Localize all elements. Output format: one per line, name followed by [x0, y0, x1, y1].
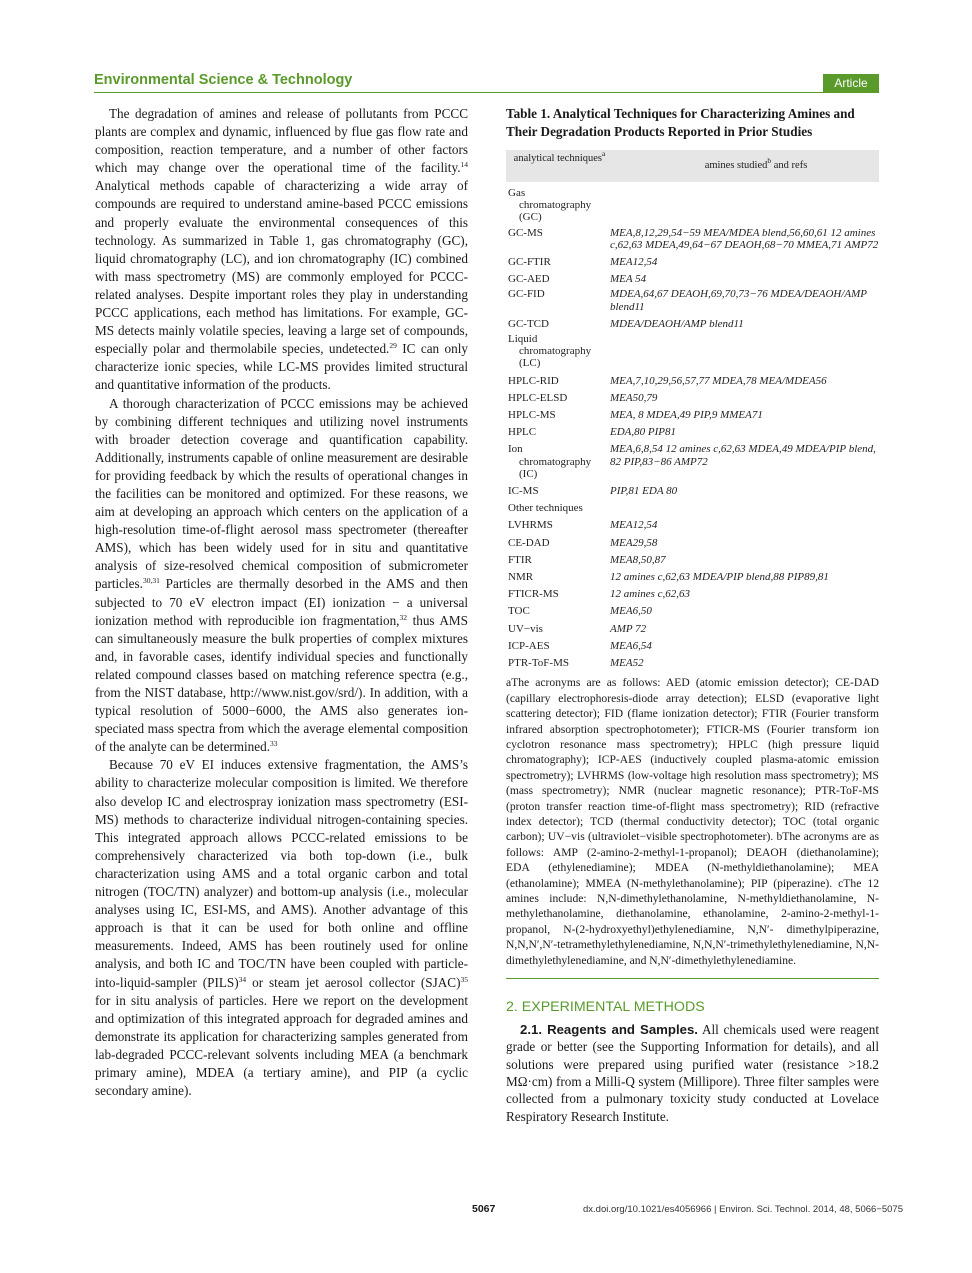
table-row: [506, 657, 879, 669]
table-row: [506, 318, 879, 330]
table-row: [506, 227, 879, 251]
page-number: 5067: [472, 1203, 496, 1215]
technique-cell: IC-MS: [508, 485, 539, 498]
table-row: [506, 409, 879, 421]
table-row: [506, 187, 879, 224]
table-header: [506, 150, 879, 182]
technique-cell: LVHRMS: [508, 519, 553, 532]
paragraph-1: The degradation of amines and release of pollutants from PCCC plants are complex and dynamic, influenced by flue gas flow rate and composition, reaction temperature, and a number of other factors which may change over the operational time of the facility.$^{14}$ Analytical methods capable of characterizing a wide array of compounds are required to understand amine-based PCCC emissions and properly evaluate the environmental consequences of this technology. As summarized in Table 1, gas chromatography (GC), liquid chromatography (LC), and ion chromatography (IC) combined with mass spectrometry (MS) are commonly employed for PCCC-related analyses. Despite important roles they play in understanding PCCC applications, each method has limitations. For example, GC-MS detects mainly volatile species, leaving a large set of compounds, especially polar and thermolabile species, undetected.$^{29}$ IC can only characterize ionic species, while LC-MS provides limited structural and quantitative information of the products.: [95, 106, 468, 393]
technique-cell: HPLC-MS: [508, 409, 556, 422]
technique-cell: CE-DAD: [508, 536, 550, 549]
amines-cell: [610, 333, 879, 370]
amines-cell: AMP 72: [610, 622, 647, 635]
table-row: [506, 392, 879, 404]
amines-cell: [610, 187, 879, 224]
amines-cell: MEA29,58: [610, 536, 658, 549]
table-row: [506, 273, 879, 285]
table-row: [506, 571, 879, 583]
table-row: [506, 375, 879, 387]
subsection-paragraph: 2.1. Reagents and Samples. All chemicals used were reagent grade or better (see the Supporting Information for details), and all solutions were prepared using purified water (resistance >18.2 MΩ·cm) from a Milli-Q system (Millipore). Three filter samples were collected from a pulmonary toxicity study conducted at Lovelace Respiratory Research Institute.: [506, 1022, 879, 1124]
ref-32[interactable]: 32: [399, 612, 407, 622]
table-row: [506, 333, 879, 370]
amines-cell: MEA12,54: [610, 519, 658, 532]
technique-cell: TOC: [508, 605, 530, 618]
table-row: [506, 519, 879, 531]
amines-cell: MEA52: [610, 657, 644, 670]
technique-cell: PTR-ToF-MS: [508, 657, 569, 670]
subsection-heading: 2.1. Reagents and Samples.: [520, 1022, 698, 1038]
amines-cell: 12 amines c,62,63 MDEA/PIP blend,88 PIP89,81: [610, 571, 829, 584]
table-caption: Table 1. Analytical Techniques for Characterizing Amines and Their Degradation Products Reported in Prior Studies: [506, 106, 855, 139]
technique-cell: GC-AED: [508, 273, 550, 286]
amines-cell: MEA50,79: [610, 391, 658, 404]
paragraph-2: A thorough characterization of PCCC emissions may be achieved by combining different techniques and utilizing novel instruments with broader detection coverage and quantification capability. Additionally, instruments capable of online measurement are desirable for providing feedback by which the results of operational changes in the facilities can be monitored and optimized. For these reasons, we aim at developing an approach which centers on the application of a high-resolution time-of-flight aerosol mass spectrometer (thereafter AMS), which has been widely used for in situ and quantitative analysis of size-resolved chemical composition of submicrometer particles.$^{30,31}$ Particles are thermally desorbed in the AMS and then subjected to 70 eV electron impact (EI) ionization − a universal ionization method with reproducible ion fragmentation,$^{32}$ thus AMS can simultaneously measure the bulk properties of complex mixtures and, in favorable cases, identify individual species and functionally related compound classes based on matching reference spectra (e.g., from the NIST database, http://www.nist.gov/srd/). In addition, with a typical resolution of 5000−6000, the AMS also generates ion-speciated mass spectra from which the average elemental composition of the analyte can be determined.$^{33}$: [95, 395, 468, 755]
amines-cell: MEA,6,8,54 12 amines c,62,63 MDEA,49 MDEA/PIP blend, 82 PIP,83−86 AMP72: [610, 443, 876, 468]
technique-cell: GC-FID: [508, 288, 545, 301]
ref-29[interactable]: 29: [389, 341, 397, 351]
ref-35[interactable]: 35: [460, 974, 468, 984]
header-rule: [94, 92, 879, 93]
technique-cell: NMR: [508, 571, 534, 584]
technique-cell: UV−vis: [508, 622, 543, 635]
amines-cell: MEA 54: [610, 273, 647, 286]
table-body: [506, 187, 879, 669]
table-row: [506, 502, 879, 514]
technique-cell: ICP-AES: [508, 639, 550, 652]
technique-cell: GC-FTIR: [508, 256, 551, 269]
amines-cell: PIP,81 EDA 80: [610, 485, 678, 498]
table-row: [506, 623, 879, 635]
right-column: [506, 105, 879, 1125]
amines-cell: MDEA,64,67 DEAOH,69,70,73−76 MDEA/DEAOH/AMP blend11: [610, 288, 867, 313]
technique-cell: GC-TCD: [508, 317, 549, 330]
amines-cell: MDEA/DEAOH/AMP blend11: [610, 317, 744, 330]
technique-cell: GC-MS: [508, 226, 543, 239]
technique-cell: FTICR-MS: [508, 588, 559, 601]
amines-cell: 12 amines c,62,63: [610, 588, 691, 601]
amines-cell: MEA12,54: [610, 256, 658, 269]
ref-30-31[interactable]: 30,31: [142, 576, 160, 586]
table-header-col2: amines studied$^b$ and refs: [704, 156, 808, 171]
paragraph-3: Because 70 eV EI induces extensive fragmentation, the AMS’s ability to characterize molecular composition is limited. We therefore also develop IC and electrospray ionization mass spectrometry (ESI-MS) methods to characterize individual nitrogen-containing species. This integrated approach allows PCCC-related emissions to be comprehensively characterized via both top-down (i.e., bulk characterization using AMS and a total organic carbon and total nitrogen (TOC/TN) analyzer) and bottom-up analysis (i.e., molecular analyses using IC, ESI-MS, and AMS). Another advantage of this approach is that it can be used for both online and offline measurements. Indeed, AMS has been routinely used for online analysis, and both IC and TOC/TN have been coupled with particle-into-liquid-sampler (PILS)$^{34}$ or steam jet aerosol collector (SJAC)$^{35}$ for in situ analysis of particles. Here we report on the development and optimization of this integrated approach for degraded amines and demonstrate its application for characterizing samples generated from lab-degraded PCCC-relevant solvents including MEA (a benchmark primary amine), MDEA (a tertiary amine), and PIP (a cyclic secondary amine).: [95, 757, 468, 1099]
table-row: [506, 640, 879, 652]
table-row: [506, 256, 879, 268]
amines-cell: EDA,80 PIP81: [610, 426, 676, 439]
journal-title[interactable]: Environmental Science & Technology: [94, 72, 353, 88]
ref-34[interactable]: 34: [238, 974, 247, 984]
amines-cell: MEA6,50: [610, 605, 652, 618]
technique-cell: Other techniques: [508, 502, 583, 515]
table-row: [506, 485, 879, 497]
amines-cell: MEA8,50,87: [610, 553, 666, 566]
article-type-tag: Article: [823, 74, 879, 92]
amines-cell: MEA, 8 MDEA,49 PIP,9 MMEA71: [610, 409, 763, 422]
technique-cell: HPLC-ELSD: [508, 391, 568, 404]
amines-cell: [610, 502, 879, 514]
page-footer: [0, 1203, 972, 1217]
table-row: [506, 588, 879, 600]
section-heading: 2. EXPERIMENTAL METHODS: [506, 999, 705, 1016]
amines-cell: MEA6,54: [610, 639, 652, 652]
technique-cell: Liquid chromatography (LC): [508, 333, 592, 370]
amines-cell: MEA,8,12,29,54−59 MEA/MDEA blend,56,60,61 12 amines c,62,63 MDEA,49,64−67 DEAOH,68−70 MMEA,71 AMP72: [610, 226, 879, 251]
doi-citation[interactable]: dx.doi.org/10.1021/es4056966 | Environ. Sci. Technol. 2014, 48, 5066−5075: [583, 1204, 903, 1215]
technique-cell: Ion chromatography (IC): [508, 443, 592, 480]
table-footnote: aThe acronyms are as follows: AED (atomic emission detector); CE-DAD (capillary electrophoresis-diode array detection); ELSD (evaporative light scattering detector); FID (flame ionization detector); FTIR (Fourier transform infrared absorption spectrophotometer); FTICR-MS (Fourier transform ion cyclotron resonance mass spectrometry); HPLC (high pressure liquid chromatography); ICP-AES (inductively coupled plasma-atomic emission spectrometry); LVHRMS (low-voltage high resolution mass spectrometry); MS (mass spectrometry); NMR (nuclear magnetic resonance); PTR-ToF-MS (proton transfer reaction time-of-flight mass spectrometry); RID (refractive index detector); TCD (thermal conductivity detector); TOC (total organic carbon); UV−vis (ultraviolet−visible spectrophotometer). bThe acronyms are as follows: AMP (2-amino-2-methyl-1-propanol); DEAOH (diethanolamine); EDA (ethylenediamine); MDEA (N-methyldiethanolamine); MEA (ethanolamine); MMEA (N-methylethanolamine); PIP (piperazine). cThe 12 amines include: N,N-dimethylethanolamine, N-methyldiethanolamine, N-methylethanolamine, diethanolamine, ethanolamine, 2-amino-2-methyl-1-propanol, N-(2-hydroxyethyl)ethylenediamine, N,N′- dimethylpiperazine, N,N,N′,N′-tetramethylethylenediamine, N,N,N′-trimethylethylenediamine, N,N-dimethylethylenediamine, and N,N′-dimethylethylenediamine.: [506, 676, 879, 967]
ref-33[interactable]: 33: [270, 739, 278, 749]
table-row: [506, 426, 879, 438]
technique-cell: HPLC-RID: [508, 374, 559, 387]
section-rule: [506, 978, 879, 979]
table-row: [506, 605, 879, 617]
technique-cell: HPLC: [508, 426, 537, 439]
running-header: [94, 74, 879, 92]
left-column: [95, 105, 468, 1100]
technique-cell: Gas chromatography (GC): [508, 187, 592, 224]
table-row: [506, 443, 879, 480]
ref-14[interactable]: 14: [460, 160, 468, 170]
table-header-col1: analytical techniques$^a$: [513, 149, 606, 164]
table-row: [506, 288, 879, 312]
table-row: [506, 554, 879, 566]
amines-cell: MEA,7,10,29,56,57,77 MDEA,78 MEA/MDEA56: [610, 374, 827, 387]
table-row: [506, 537, 879, 549]
technique-cell: FTIR: [508, 553, 532, 566]
